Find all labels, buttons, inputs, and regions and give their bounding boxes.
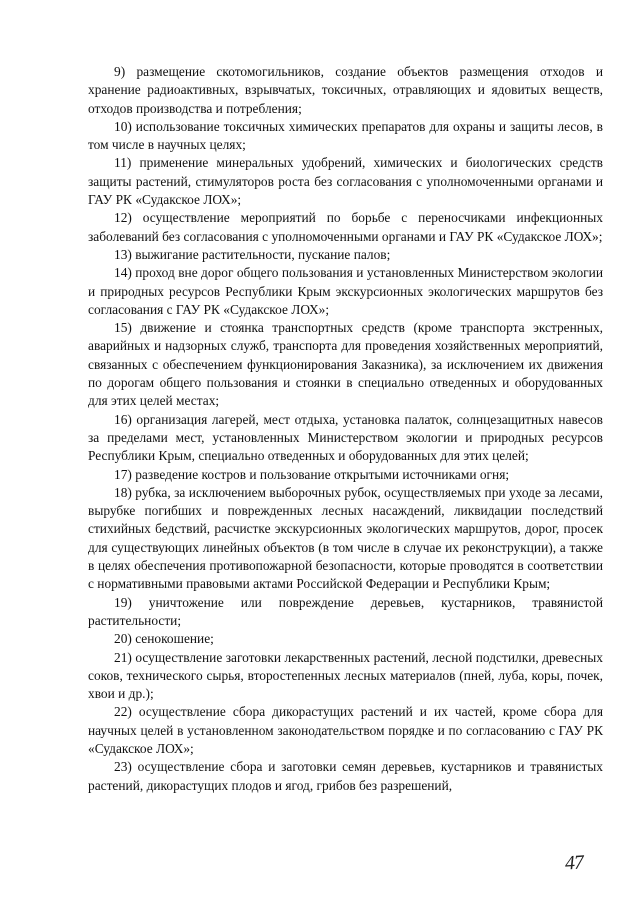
paragraph-item-14: 14) проход вне дорог общего пользования и установленных Министерством экологии и природных ресурсов Республики Крым экскурсионных экологических маршрутов без согласования с ГАУ РК «Судакское ЛОХ»;	[88, 265, 603, 317]
paragraph-item-23: 23) осуществление сбора и заготовки семян деревьев, кустарников и травянистых растений, дикорастущих плодов и ягод, грибов без разрешений,	[88, 759, 603, 793]
paragraph-item-9: 9) размещение скотомогильников, создание объектов размещения отходов и хранение радиоактивных, взрывчатых, токсичных, отравляющих и ядовитых веществ, отходов производства и потребления;	[88, 64, 603, 116]
paragraph-item-21: 21) осуществление заготовки лекарственных растений, лесной подстилки, древесных соков, технического сырья, второстепенных лесных материалов (пней, луба, коры, почек, хвои и др.);	[88, 649, 603, 702]
paragraph-item-15: 15) движение и стоянка транспортных средств (кроме транспорта экстренных, аварийных и надзорных служб, транспорта для проведения хозяйственных мероприятий, связанных с обеспечением функционирования Заказника), за исключением их движения по дорогам общего пользования и стоянки в специально отведенных и оборудованных для этих целей местах;	[88, 320, 603, 409]
paragraph-item-17: 17) разведение костров и пользование открытыми источниками огня;	[114, 466, 510, 482]
paragraph-item-22: 22) осуществление сбора дикорастущих растений и их частей, кроме сбора для научных целей в установленном законодательством порядке и по согласованию с ГАУ РК «Судакское ЛОХ»;	[88, 704, 603, 756]
paragraph-item-20: 20) сенокошение;	[114, 631, 214, 647]
handwritten-page-number: 47	[564, 851, 584, 875]
paragraph-item-16: 16) организация лагерей, мест отдыха, установка палаток, солнцезащитных навесов за пределами мест, установленных Министерством экологии и природных ресурсов Республики Крым, специально отведенных и оборудованных для этих целей;	[88, 411, 603, 464]
document-page	[88, 63, 603, 795]
paragraph-item-19: 19) уничтожение или повреждение деревьев, кустарников, травянистой растительности;	[88, 594, 603, 628]
paragraph-item-13: 13) выжигание растительности, пускание палов;	[114, 246, 391, 262]
paragraph-item-10: 10) использование токсичных химических препаратов для охраны и защиты лесов, в том числе в научных целях;	[88, 118, 603, 153]
paragraph-item-18: 18) рубка, за исключением выборочных рубок, осуществляемых при уходе за лесами, вырубке погибших и поврежденных лесных насаждений, ликвидации последствий стихийных бедствий, расчистке экскурсионных экологических маршрутов, дорог, просек для существующих линейных объектов (в том числе в случае их реконструкции), а также в целях обеспечения противопожарной безопасности, которые проводятся в соответствии с нормативными правовыми актами Российской Федерации и Республики Крым;	[88, 484, 603, 592]
paragraph-item-11: 11) применение минеральных удобрений, химических и биологических средств защиты растений, стимуляторов роста без согласования с уполномоченными органами и ГАУ РК «Судакское ЛОХ»;	[88, 155, 603, 208]
paragraph-item-12: 12) осуществление мероприятий по борьбе с переносчиками инфекционных заболеваний без согласования с уполномоченными органами и ГАУ РК «Судакское ЛОХ»;	[88, 210, 603, 244]
